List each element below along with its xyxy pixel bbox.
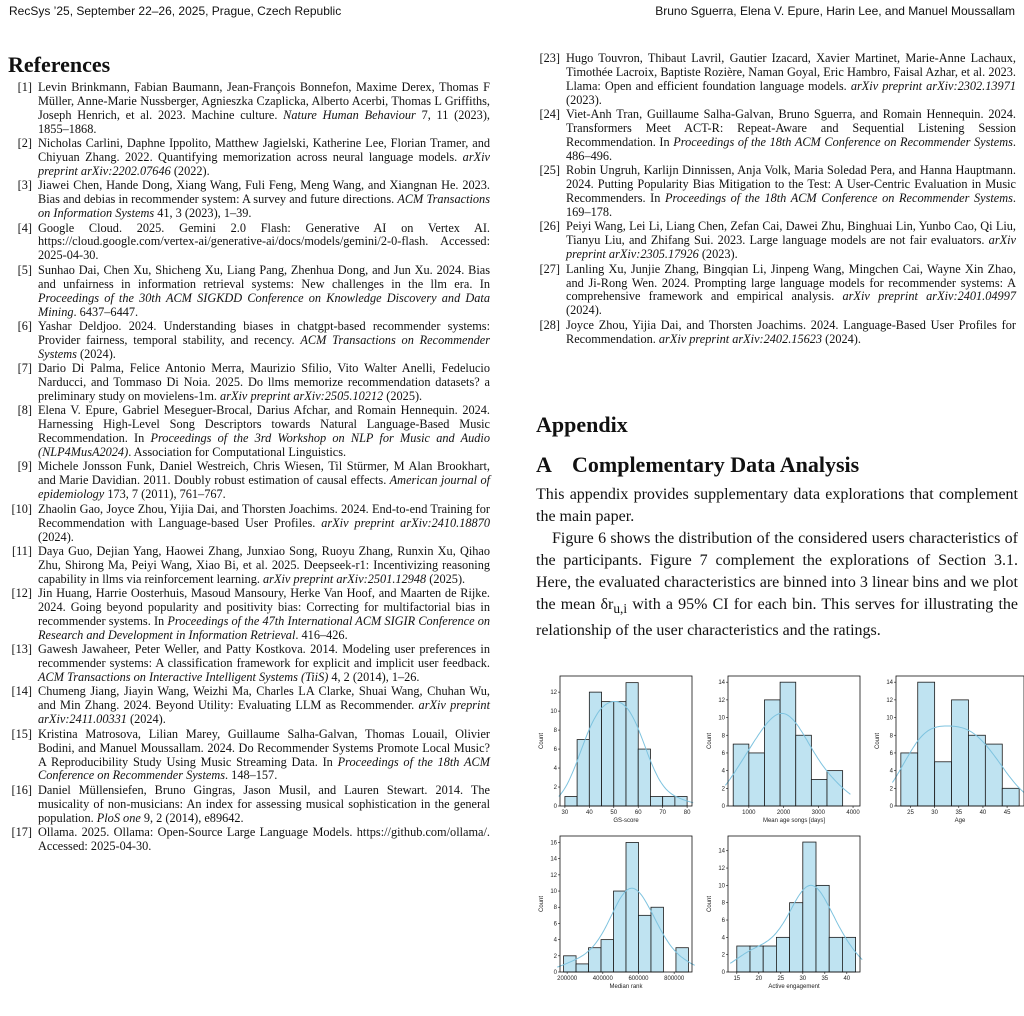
y-tick-label: 4 [721, 768, 725, 775]
histogram-bar [626, 842, 638, 972]
reference-item [8, 222, 490, 264]
reference-text: Jin Huang, Harrie Oosterhuis, Masoud Mansoury, Herke Van Hoof, and Maarten de Rijke. 2024. Going beyond popularity and positivity bias: Correcting for multifactorial bias in recommender systems. In Proceedings of the 47th International ACM SIGIR Conference on Research and Development in Information Retrieval. 416–426. [38, 586, 490, 642]
y-tick-label: 6 [721, 750, 725, 757]
y-tick-label: 6 [721, 918, 725, 925]
y-tick-label: 14 [718, 680, 725, 687]
y-axis-label: Count [875, 732, 881, 750]
y-tick-label: 2 [553, 785, 557, 792]
appendix-heading: Appendix [536, 412, 628, 437]
y-tick-label: 8 [553, 728, 557, 735]
histogram-bar [968, 735, 985, 806]
y-tick-label: 10 [718, 883, 725, 890]
x-tick-label: 3000 [811, 810, 825, 816]
histogram-bar [589, 692, 601, 806]
histogram-active-engagement [704, 830, 864, 995]
y-tick-label: 0 [553, 970, 557, 976]
reference-text: Elena V. Epure, Gabriel Meseguer-Brocal, Darius Afchar, and Romain Hennequin. 2024. Harnessing High-Level Song Descriptors towards Natural Language-Based Music Recommendation. In Proceedings of the 3rd Workshop on NLP for Music and Audio (NLP4MusA2024). Association for Computational Linguistics. [38, 403, 490, 460]
reference-text: Nicholas Carlini, Daphne Ippolito, Matthew Jagielski, Katherine Lee, Florian Tramer, and Chiyuan Zhang. 2022. Quantifying memorization across neural language models. arXiv preprint arXiv:2202.07646 (2022). [38, 136, 490, 178]
reference-text: Lanling Xu, Junjie Zhang, Bingqian Li, Jinpeng Wang, Mingchen Cai, Wayne Xin Zhao, and Ji-Rong Wen. 2024. Prompting large language models for recommender systems: A comprehensive framework and empirical analysis. arXiv preprint arXiv:2401.04997 (2024). [566, 261, 1016, 318]
histogram-bar [565, 797, 577, 806]
reference-number: [15] [11, 726, 32, 741]
histogram-bar [737, 946, 750, 972]
reference-text: Joyce Zhou, Yijia Dai, and Thorsten Joachims. 2024. Language-Based User Profiles for Recommendation. arXiv preprint arXiv:2402.15623 (2024). [566, 317, 1016, 346]
histogram-bar [935, 762, 952, 806]
histogram-bar [816, 885, 829, 972]
reference-number: [10] [11, 501, 32, 516]
y-axis-label: Count [707, 732, 713, 750]
reference-text: Gawesh Jawaheer, Peter Weller, and Patty Kostkova. 2014. Modeling user preferences in recommender systems: A classification framework for explicit and implicit user feedback. ACM Transactions on Interactive Intelligent Systems (TiiS) 4, 2 (2014), 1–26. [38, 642, 490, 685]
reference-item [8, 81, 490, 137]
y-tick-label: 12 [886, 697, 893, 704]
histogram-bar [638, 915, 650, 972]
histogram-bar [676, 948, 688, 972]
reference-text: Michele Jonsson Funk, Daniel Westreich, Chris Wiesen, Til Stürmer, M Alan Brookhart, and Marie Davidian. 2011. Doubly robust estimation of causal effects. American journal of epidemiology 173, 7 (2011), 761–767. [38, 459, 491, 502]
y-tick-label: 12 [718, 697, 725, 704]
reference-number: [14] [11, 684, 32, 699]
header-conference: RecSys ’25, September 22–26, 2025, Prague, Czech Republic [9, 4, 342, 18]
x-tick-label: 200000 [557, 976, 578, 982]
section-heading [536, 452, 1018, 478]
reference-number: [9] [17, 459, 32, 474]
reference-item [8, 784, 490, 826]
histogram-bar [796, 735, 812, 806]
x-tick-label: 800000 [664, 976, 685, 982]
reference-text: Robin Ungruh, Karlijn Dinnissen, Anja Volk, Maria Soledad Pera, and Hanna Hauptmann. 2024. Putting Popularity Bias Mitigation to the Test: A User-Centric Evaluation in Music Recommenders. In Proceedings of the 18th ACM Conference on Recommender Systems. 169–178. [566, 163, 1016, 219]
y-tick-label: 2 [553, 953, 557, 960]
reference-number: [28] [539, 317, 560, 332]
histogram-bar [901, 753, 918, 806]
histogram-bar [952, 700, 969, 806]
histogram-bar [749, 753, 765, 806]
references-heading: References [8, 52, 111, 77]
y-tick-label: 14 [718, 848, 725, 855]
x-axis-label: GS-score [613, 818, 639, 824]
reference-item [8, 137, 490, 179]
y-tick-label: 10 [718, 715, 725, 722]
x-tick-label: 30 [931, 810, 938, 816]
histogram-bar [803, 842, 816, 972]
histogram-bar [985, 744, 1002, 806]
histogram-bar [663, 797, 675, 806]
x-tick-label: 40 [843, 976, 851, 982]
reference-number: [13] [11, 642, 32, 657]
reference-item [8, 264, 490, 320]
histogram-bar [675, 797, 687, 806]
reference-item [8, 685, 490, 727]
y-tick-label: 8 [889, 733, 893, 740]
x-tick-label: 30 [561, 810, 569, 816]
x-tick-label: 35 [955, 810, 963, 816]
y-tick-label: 16 [550, 840, 557, 847]
histogram-bar [829, 937, 842, 972]
section-number: A [536, 452, 552, 477]
x-tick-label: 45 [1003, 810, 1011, 816]
reference-number: [25] [539, 163, 560, 178]
y-tick-label: 6 [553, 921, 557, 928]
reference-text: Google Cloud. 2025. Gemini 2.0 Flash: Generative AI on Vertex AI. https://cloud.google.com/vertex-ai/generative-ai/docs/models/gemini/2-0-flash. Accessed: 2025-04-30. [38, 220, 490, 263]
reference-item [536, 52, 1016, 108]
reference-item [8, 179, 490, 221]
reference-item [536, 263, 1016, 319]
reference-number: [27] [539, 261, 560, 276]
reference-number: [5] [17, 262, 32, 277]
reference-text: Peiyi Wang, Lei Li, Liang Chen, Zefan Cai, Dawei Zhu, Binghuai Lin, Yunbo Cao, Qi Liu, Tianyu Liu, and Zhifang Sui. 2023. Large language models are not fair evaluators. arXiv preprint arXiv:2305.17926 (2023). [566, 219, 1016, 262]
y-tick-label: 14 [550, 856, 557, 863]
reference-item [536, 220, 1016, 262]
y-axis-label: Count [707, 895, 713, 913]
y-tick-label: 4 [889, 768, 893, 775]
y-tick-label: 4 [553, 766, 557, 773]
histogram-bar [780, 682, 796, 806]
y-tick-label: 10 [550, 889, 557, 896]
reference-text: Dario Di Palma, Felice Antonio Merra, Maurizio Sfilio, Vito Walter Anelli, Fedelucio Narducci, and Tommaso Di Noia. 2025. Do llms memorize recommendation datasets? a preliminary study on movielens-1m. arXiv preprint arXiv:2505.10212 (2025). [38, 361, 490, 403]
histogram-bar [589, 948, 601, 972]
reference-number: [3] [17, 178, 32, 193]
histogram-bar [577, 740, 589, 806]
y-tick-label: 14 [886, 680, 893, 687]
reference-item [8, 728, 490, 784]
histogram-bar [763, 946, 776, 972]
reference-number: [4] [17, 220, 32, 235]
histogram-bar [650, 797, 662, 806]
reference-item [536, 164, 1016, 220]
reference-number: [24] [539, 107, 560, 122]
reference-text: Sunhao Dai, Chen Xu, Shicheng Xu, Liang Pang, Zhenhua Dong, and Jun Xu. 2024. Bias and unfairness in information retrieval systems: New challenges in the llm era. In Proceedings of the 30th ACM SIGKDD Conference on Knowledge Discovery and Data Mining. 6437–6447. [38, 262, 490, 319]
reference-text: Hugo Touvron, Thibaut Lavril, Gautier Izacard, Xavier Martinet, Marie-Anne Lachaux, Timothée Lacroix, Baptiste Rozière, Naman Goyal, Eric Hambro, Faisal Azhar, et al. 2023. Llama: Open and efficient foundation language models. arXiv preprint arXiv:2302.13971 (2023). [566, 51, 1016, 107]
reference-list-right [536, 52, 1016, 347]
y-tick-label: 10 [886, 715, 893, 722]
reference-number: [7] [17, 361, 32, 376]
y-tick-label: 0 [553, 804, 557, 810]
histogram-age [872, 670, 1024, 829]
reference-number: [26] [539, 219, 560, 234]
y-tick-label: 2 [889, 786, 893, 793]
reference-item [8, 545, 490, 587]
x-tick-label: 30 [799, 976, 807, 982]
reference-number: [17] [11, 825, 32, 840]
histogram-bar [601, 940, 613, 972]
reference-number: [2] [17, 136, 32, 151]
reference-item [8, 362, 490, 404]
reference-text: Ollama. 2025. Ollama: Open-Source Large Language Models. https://github.com/ollama/. Accessed: 2025-04-30. [38, 825, 490, 853]
y-axis-label: Count [539, 895, 545, 913]
reference-item [8, 404, 490, 460]
x-tick-label: 80 [683, 810, 691, 816]
x-tick-label: 1000 [742, 810, 756, 816]
x-axis-label: Median rank [609, 984, 643, 990]
histogram-bar [776, 937, 789, 972]
histogram-gs-score [536, 670, 696, 829]
x-tick-label: 60 [634, 810, 642, 816]
y-tick-label: 2 [721, 786, 725, 793]
reference-number: [1] [17, 80, 32, 94]
histogram-bar [811, 779, 827, 806]
x-tick-label: 600000 [628, 976, 649, 982]
histogram-bar [614, 702, 626, 806]
reference-item [536, 108, 1016, 164]
reference-number: [16] [11, 782, 32, 797]
histogram-bar [918, 682, 935, 806]
histogram-bar [614, 891, 626, 972]
histogram-bar [602, 702, 614, 806]
histogram-bar [576, 964, 588, 972]
reference-text: Viet-Anh Tran, Guillaume Salha-Galvan, Bruno Sguerra, and Romain Hennequin. 2024. Transformers Meet ACT-R: Repeat-Aware and Sequential Listening Session Recommendation. In Proceedings of the 18th ACM Conference on Recommender Systems. 486–496. [566, 107, 1016, 163]
reference-number: [6] [17, 318, 32, 333]
figure-histograms [536, 670, 1016, 990]
reference-text: Zhaolin Gao, Joyce Zhou, Yijia Dai, and Thorsten Joachims. 2024. End-to-end Training for Recommendation with Language-based User Profiles. arXiv preprint arXiv:2410.18870 (2024). [38, 501, 490, 544]
reference-text: Jiawei Chen, Hande Dong, Xiang Wang, Fuli Feng, Meng Wang, and Xiangnan He. 2023. Bias and debias in recommender system: A survey and future directions. ACM Transactions on Information Systems 41, 3 (2023), 1–39. [38, 178, 490, 221]
y-tick-label: 4 [553, 937, 557, 944]
reference-item [8, 320, 490, 362]
reference-list-left [8, 81, 490, 854]
reference-item [8, 826, 490, 854]
y-tick-label: 12 [550, 690, 557, 697]
y-tick-label: 0 [721, 804, 725, 810]
header-authors: Bruno Sguerra, Elena V. Epure, Harin Lee, and Manuel Moussallam [655, 4, 1015, 18]
reference-text: Chumeng Jiang, Jiayin Wang, Weizhi Ma, Charles LA Clarke, Shuai Wang, Chuhan Wu, and Min Zhang. 2024. Beyond Utility: Evaluating LLM as Recommender. arXiv preprint arXiv:2411.00331 (2024). [38, 684, 490, 727]
y-axis-label: Count [539, 732, 545, 750]
x-axis-label: Active engagement [768, 984, 820, 990]
references-right-column [536, 52, 1016, 347]
histogram-bar [638, 749, 650, 806]
x-tick-label: 25 [907, 810, 914, 816]
y-tick-label: 2 [721, 952, 725, 959]
histogram-median-rank [536, 830, 696, 995]
x-tick-label: 15 [733, 976, 741, 982]
reference-item [8, 587, 490, 643]
running-header [9, 4, 1015, 20]
x-axis-label: Mean age songs [days] [762, 818, 826, 824]
y-tick-label: 6 [889, 750, 893, 757]
reference-text: Daya Guo, Dejian Yang, Haowei Zhang, Junxiao Song, Ruoyu Zhang, Runxin Xu, Qihao Zhu, Shirong Ma, Peiyi Wang, Xiao Bi, et al. 2025. Deepseek-r1: Incentivizing reasoning capability in llms via reinforcement learning. arXiv preprint arXiv:2501.12948 (2025). [38, 543, 490, 586]
references-left-column [8, 52, 490, 854]
x-tick-label: 40 [979, 810, 987, 816]
y-tick-label: 6 [553, 747, 557, 754]
reference-item [536, 319, 1016, 347]
histogram-bar [827, 771, 843, 806]
section-title: Complementary Data Analysis [572, 452, 860, 477]
histogram-mean-age-songs-days- [704, 670, 864, 829]
x-tick-label: 4000 [846, 810, 860, 816]
paragraph-intro: This appendix provides supplementary data explorations that complement the main paper. [536, 486, 1018, 525]
x-tick-label: 35 [821, 976, 829, 982]
y-tick-label: 12 [550, 872, 557, 879]
reference-number: [23] [539, 51, 560, 65]
reference-item [8, 503, 490, 545]
y-tick-label: 0 [889, 804, 893, 810]
histogram-bar [651, 907, 663, 972]
histogram-bar [790, 903, 803, 972]
x-tick-label: 50 [610, 810, 618, 816]
histogram-bar [626, 683, 638, 806]
reference-text: Kristina Matrosova, Lilian Marey, Guillaume Salha-Galvan, Thomas Louail, Olivier Bodini, and Manuel Moussallam. 2024. Do Recommender Systems Promote Local Music? A Reproducibility Study Using Music Streaming Data. In Proceedings of the 18th ACM Conference on Recommender Systems. 148–157. [38, 726, 490, 783]
reference-text: Levin Brinkmann, Fabian Baumann, Jean-François Bonnefon, Maxime Derex, Thomas F Müller, Anne-Marie Nussberger, Agnieszka Czaplicka, Alberto Acerbi, Thomas L Griffiths, Joseph Henrich, et al. 2023. Machine culture. Nature Human Behaviour 7, 11 (2023), 1855–1868. [38, 80, 490, 136]
x-tick-label: 2000 [776, 810, 791, 816]
reference-number: [12] [11, 586, 32, 601]
reference-text: Yashar Deldjoo. 2024. Understanding biases in chatgpt-based recommender systems: Provider fairness, temporal stability, and recency. ACM Transactions on Recommender Systems (2024). [38, 318, 490, 361]
reference-number: [8] [17, 403, 32, 418]
reference-item [8, 643, 490, 685]
paragraph-figures: Figure 6 shows the distribution of the considered users characteristics of the participants. Figure 7 complement the explorations of Section 3.1. Here, the evaluated characteristics are binned into 3 linear bins and we plot the mean $\delta r_{u,i}$ with a 95% CI for each bin. This serves for illustrating the relationship of the user characteristics and the ratings. [536, 530, 1019, 640]
x-tick-label: 70 [659, 810, 667, 816]
y-tick-label: 10 [550, 709, 557, 716]
y-tick-label: 12 [718, 866, 725, 873]
x-tick-label: 25 [777, 976, 785, 982]
histogram-bar [764, 700, 780, 806]
y-tick-label: 8 [721, 733, 725, 740]
x-axis-label: Age [954, 818, 966, 824]
x-tick-label: 40 [585, 810, 593, 816]
x-tick-label: 400000 [592, 976, 613, 982]
histogram-bar [1002, 788, 1019, 806]
y-tick-label: 4 [721, 935, 725, 942]
reference-number: [11] [11, 543, 32, 558]
y-tick-label: 0 [721, 970, 725, 976]
reference-item [8, 460, 490, 502]
appendix-section [536, 412, 1018, 642]
y-tick-label: 8 [553, 905, 557, 912]
x-tick-label: 20 [755, 976, 763, 982]
y-tick-label: 8 [721, 900, 725, 907]
reference-text: Daniel Müllensiefen, Bruno Gingras, Jason Musil, and Lauren Stewart. 2014. The musicality of non-musicians: An index for assessing musical sophistication in the general population. PloS one 9, 2 (2014), e89642. [38, 782, 490, 825]
